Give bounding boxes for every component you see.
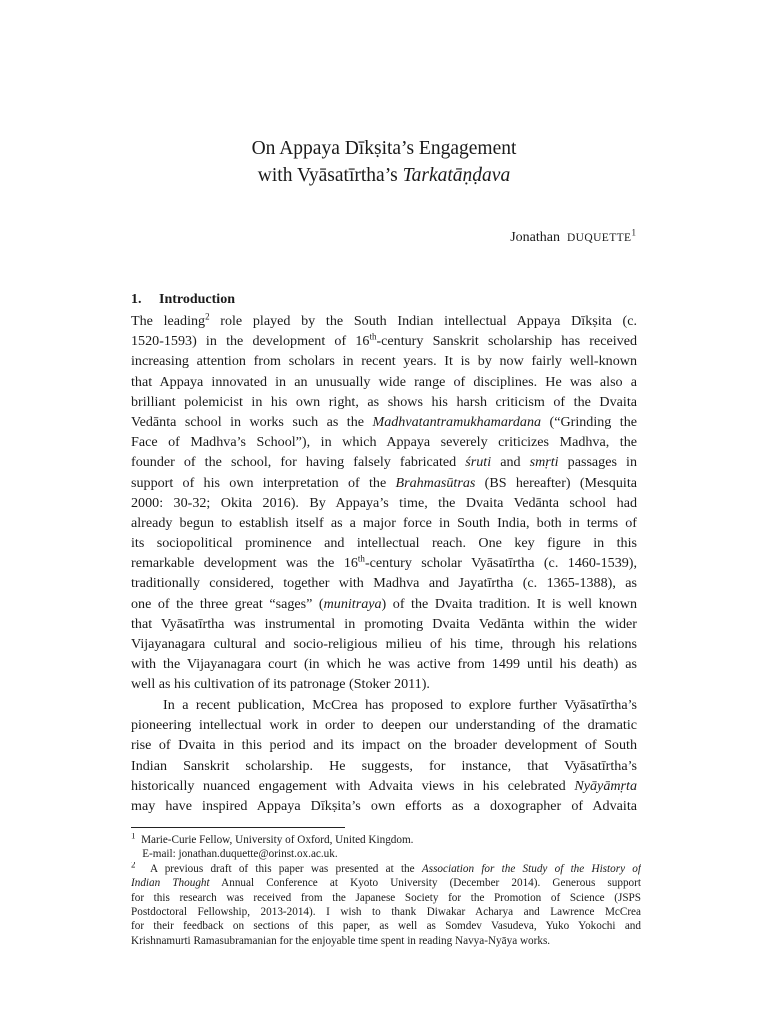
text-line <box>131 796 637 816</box>
paper-title-line-1: On Appaya Dīkṣita’s Engagement <box>251 138 517 159</box>
paragraph-1 <box>131 311 637 695</box>
text-line <box>131 331 637 351</box>
text-line <box>131 392 637 412</box>
section-heading <box>131 292 235 308</box>
text-run: historically nuanced engagement with Advaita views in his celebrated <box>131 777 575 794</box>
text-run: ) of the Dvaita tradition. It is well known <box>381 595 637 612</box>
text-run: The leading <box>131 313 206 329</box>
text-line <box>131 452 637 472</box>
paragraph-2 <box>131 695 637 816</box>
text-line <box>131 553 637 573</box>
text-run: that Vyāsatīrtha was instrumental in promoting Dvaita Vedānta within the wider <box>131 615 637 632</box>
text-run: Krishnamurti Ramasubramanian for the enjoyable time spent in reading Navya-Nyāya works. <box>131 934 551 947</box>
text-line <box>131 432 637 452</box>
section-title: Introduction <box>159 292 235 307</box>
text-line <box>131 311 637 331</box>
paper-title-italic-work: Tarkatāṇḍava <box>402 165 511 186</box>
text-run: traditionally considered, together with Madhva and Jayatīrtha (c. 1365-1388), as <box>131 575 637 592</box>
text-run: support of his own interpretation of the <box>131 474 396 491</box>
footnote-separator <box>131 827 345 828</box>
italic-term: Indian Thought <box>131 877 210 890</box>
author-last-name: DUQUETTE <box>566 232 632 244</box>
text-line <box>131 372 637 392</box>
italic-term: śruti <box>465 454 492 471</box>
text-run: that Appaya innovated in an unusually wide range of disciplines. He was also a <box>131 373 637 390</box>
italic-term: munitraya <box>323 595 382 612</box>
italic-term: Association for the Study of the History of <box>421 862 641 875</box>
text-line <box>131 351 637 371</box>
text-run: with the Vijayanagara court (in which he was active from 1499 until his death) as <box>131 656 637 673</box>
text-run: may have inspired Appaya Dīkṣita’s own efforts as a doxographer of Advaita <box>131 797 637 814</box>
text-run: E-mail: jonathan.duquette@orinst.ox.ac.uk. <box>131 848 338 861</box>
text-run: for this research was received from the Japanese Society for the Promotion of Science (JSPS <box>131 891 641 904</box>
section-number: 1. <box>131 292 142 307</box>
text-run: passages in <box>558 454 637 471</box>
text-line <box>131 776 637 796</box>
text-run: 1520-1593) in the development of 16 <box>131 333 370 350</box>
text-line <box>131 513 637 533</box>
text-line <box>131 493 637 513</box>
text-line <box>131 756 637 776</box>
italic-term: Nyāyāmṛta <box>574 777 637 794</box>
superscript: th <box>357 553 365 564</box>
footnote-line <box>131 919 641 933</box>
author-line <box>510 227 636 246</box>
text-run: Vedānta school in works such as the <box>131 413 373 430</box>
text-line <box>131 594 637 614</box>
footnote-line <box>131 862 641 876</box>
superscript: 2 <box>131 861 136 870</box>
paper-title-line-2-prefix: with Vyāsatīrtha’s <box>257 165 403 186</box>
superscript: 2 <box>205 311 210 322</box>
text-line <box>131 695 637 715</box>
text-run: increasing attention from scholars in recent years. It is by now fairly well-known <box>131 353 637 370</box>
text-line <box>131 715 637 735</box>
text-run: 2000: 30-32; Okita 2016). By Appaya’s time, the Dvaita Vedānta school had <box>131 494 637 511</box>
text-run: already begun to establish itself as a major force in South India, both in terms of <box>131 514 637 531</box>
text-run: founder of the school, for having falsely fabricated <box>131 454 466 471</box>
text-run: Face of Madhva’s School”), in which Appaya severely criticizes Madhva, the <box>131 434 637 451</box>
text-run: -century Sanskrit scholarship has received <box>376 333 637 350</box>
italic-term: smṛti <box>529 454 559 471</box>
text-run: In a recent publication, McCrea has proposed to explore further Vyāsatīrtha’s <box>163 697 637 713</box>
text-run: rise of Dvaita in this period and its impact on the broader development of South <box>131 737 637 754</box>
footnotes <box>131 833 641 948</box>
text-run: role played by the South Indian intellectual Appaya Dīkṣita (c. <box>209 313 637 329</box>
footnote-line <box>131 833 641 847</box>
text-line <box>131 674 637 694</box>
text-run: brilliant polemicist in his own right, as shows his harsh criticism of the Dvaita <box>131 393 637 410</box>
text-run: -century scholar Vyāsatīrtha (c. 1460-1539), <box>364 555 637 572</box>
text-run: Indian Sanskrit scholarship. He suggests, for instance, that Vyāsatīrtha’s <box>131 757 637 774</box>
italic-term: Madhvatantramukhamardana <box>372 413 542 430</box>
text-line <box>131 473 637 493</box>
text-line <box>131 573 637 593</box>
paper-title-line-2 <box>0 163 768 189</box>
text-run: A previous draft of this paper was presented at the <box>135 862 422 875</box>
text-run: Annual Conference at Kyoto University (December 2014). Generous support <box>209 877 641 890</box>
text-run: one of the three great “sages” ( <box>131 595 324 612</box>
text-run: (BS hereafter) (Mesquita <box>475 474 637 491</box>
text-run: Marie-Curie Fellow, University of Oxford, United Kingdom. <box>135 834 414 846</box>
text-line <box>131 533 637 553</box>
text-line <box>131 634 637 654</box>
footnote-line <box>131 847 641 861</box>
text-run: Postdoctoral Fellowship, 2013-2014). I wish to thank Diwakar Acharya and Lawrence McCrea <box>131 905 641 918</box>
footnote-line <box>131 905 641 919</box>
text-line <box>131 412 637 432</box>
footnote-line <box>131 891 641 905</box>
text-run: pioneering intellectual work in order to deepen our understanding of the dramatic <box>131 717 637 734</box>
italic-term: Brahmasūtras <box>395 474 476 491</box>
text-line <box>131 614 637 634</box>
text-run: (“Grinding the <box>541 413 637 430</box>
author-footnote-marker: 1 <box>631 227 636 238</box>
text-line <box>131 654 637 674</box>
text-line <box>131 735 637 755</box>
footnote-line <box>131 934 641 948</box>
footnote-line <box>131 876 641 890</box>
text-run: Vijayanagara cultural and socio-religious milieu of his time, through his relations <box>131 636 637 652</box>
text-run: its sociopolitical prominence and intellectual reach. One key figure in this <box>131 535 637 552</box>
text-run: remarkable development was the 16 <box>131 555 358 572</box>
superscript: th <box>369 331 377 342</box>
superscript: 1 <box>131 833 136 841</box>
author-first-name: Jonathan <box>510 230 560 245</box>
text-run: well as his cultivation of its patronage (Stoker 2011). <box>131 676 430 693</box>
text-run: for their feedback on sections of this paper, as well as Somdev Vasudeva, Yuko Yokochi and <box>131 920 641 933</box>
text-run: and <box>491 454 530 471</box>
